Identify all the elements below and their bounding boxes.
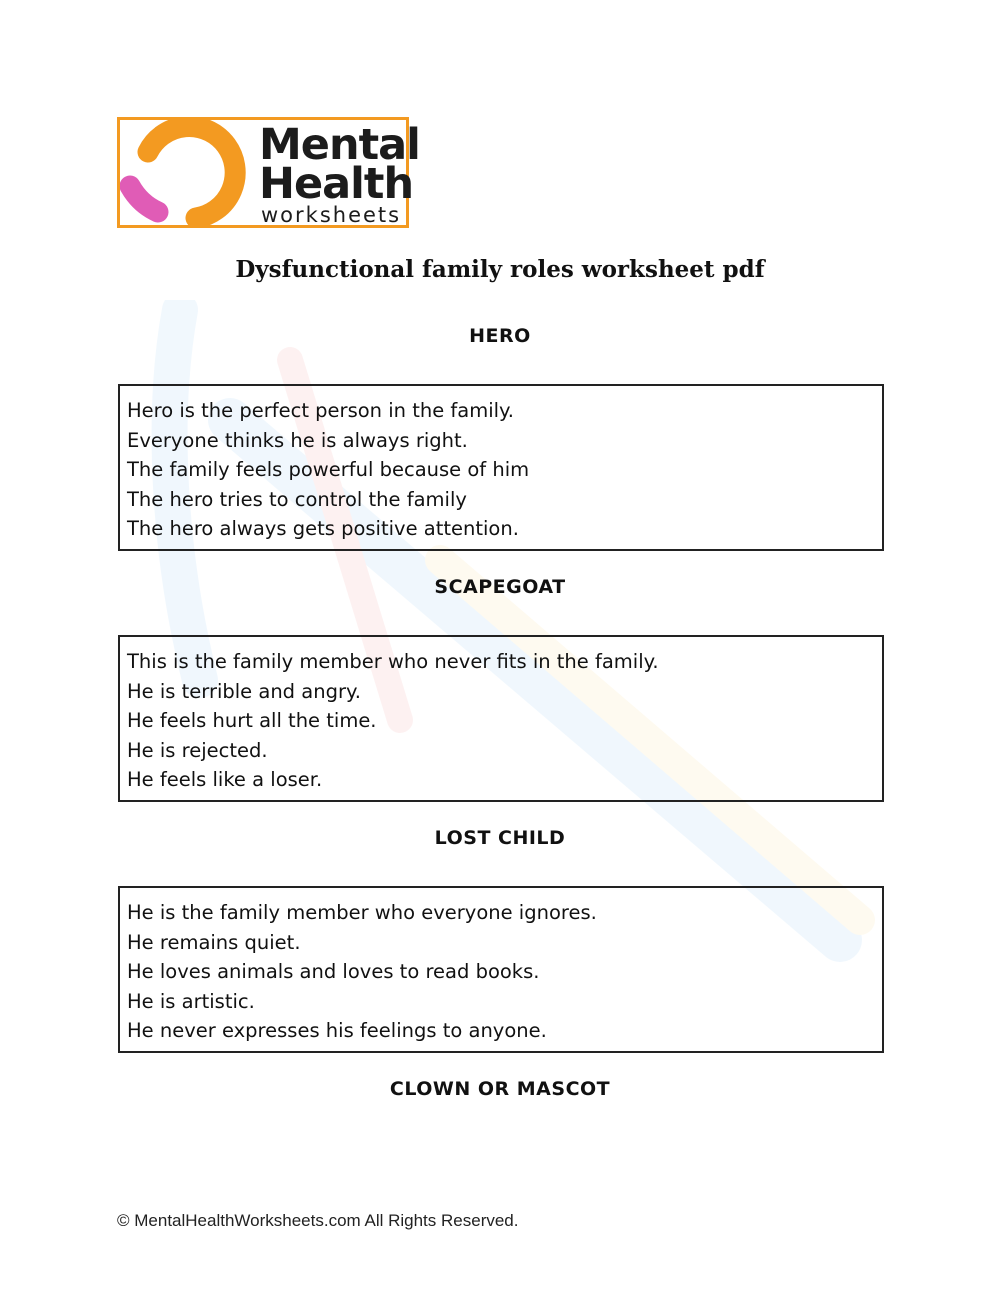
section-box-hero xyxy=(118,384,884,551)
text-line: He feels hurt all the time. xyxy=(127,709,377,733)
logo-word-worksheets: worksheets xyxy=(261,203,402,227)
copyright-footer: © MentalHealthWorksheets.com All Rights Reserved. xyxy=(117,1211,519,1230)
text-line: The family feels powerful because of him xyxy=(127,458,530,482)
text-line: The hero always gets positive attention. xyxy=(127,517,519,541)
section-box-scapegoat xyxy=(118,635,884,802)
text-line: The hero tries to control the family xyxy=(127,487,467,511)
section-heading-clown-or-mascot: CLOWN OR MASCOT xyxy=(389,1078,611,1100)
text-line: He is rejected. xyxy=(127,738,268,762)
text-line: He remains quiet. xyxy=(127,930,301,954)
text-line: He is the family member who everyone ignores. xyxy=(127,901,597,924)
text-line: This is the family member who never fits in the family. xyxy=(127,650,659,673)
section-heading-scapegoat: SCAPEGOAT xyxy=(434,576,566,598)
text-line: Everyone thinks he is always right. xyxy=(127,428,468,452)
logo-ring-icon xyxy=(120,120,260,228)
section-heading-lost-child: LOST CHILD xyxy=(434,827,566,849)
document-title: Dysfunctional family roles worksheet pdf xyxy=(235,256,765,283)
logo-word-health: Health xyxy=(259,159,414,209)
text-line: He never expresses his feelings to anyone. xyxy=(127,1019,547,1043)
text-line: He loves animals and loves to read books. xyxy=(127,960,540,984)
text-line: He is artistic. xyxy=(127,989,255,1013)
brand-logo xyxy=(117,117,420,228)
text-line: Hero is the perfect person in the family. xyxy=(127,399,514,422)
section-heading-hero: HERO xyxy=(469,325,531,347)
section-box-lost-child xyxy=(118,886,884,1053)
text-line: He is terrible and angry. xyxy=(127,679,361,703)
text-line: He feels like a loser. xyxy=(127,768,323,792)
logo-word-mental: Mental xyxy=(259,120,420,170)
